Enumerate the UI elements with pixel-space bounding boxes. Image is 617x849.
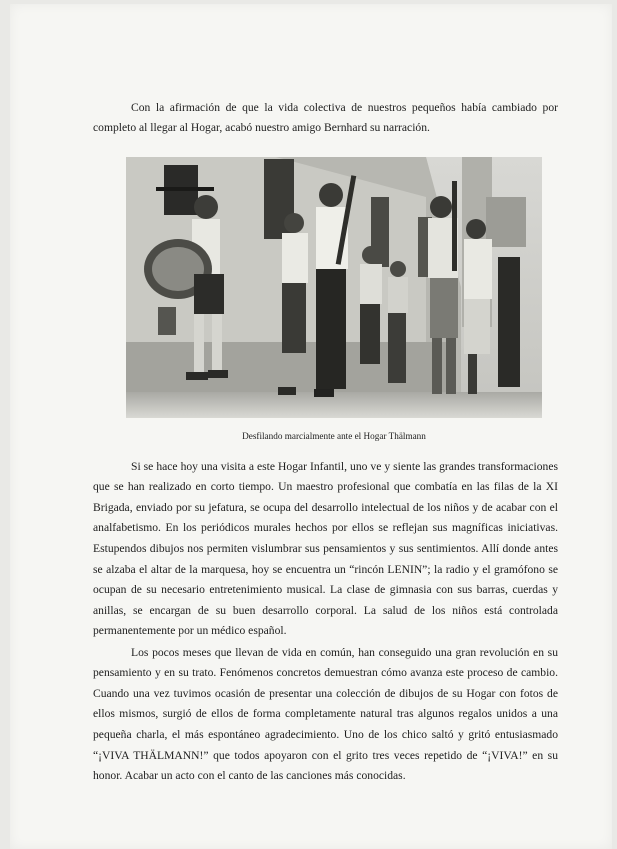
- intro-paragraph: Con la afirmación de que la vida colectiva de nuestros pequeños había cambiado por completo al llegar al Hogar, acabó nuestro amigo Bernhard su narración.: [93, 100, 558, 135]
- parade-photo: [126, 157, 542, 418]
- body-paragraph-1: Si se hace hoy una visita a este Hogar Infantil, uno ve y siente las grandes transformaciones que se han realizado en corto tiempo. Un maestro profesional que combatía en las filas de la XI Brigada, enviado por su jefatura, se ocupa del desarrollo intelectual de los niños y de acabar con el analfabetismo. En los periódicos murales hechos por ellos se reflejan sus magníficas iniciativas. Estupendos dibujos nos permiten vislumbrar sus pensamientos y sus sentimientos. Allí donde antes se alzaba el altar de la marquesa, hoy se encuentra un “rincón LENIN”; la radio y el gramófono se ocupan de su necesario entretenimiento musical. La clase de gimnasia con sus barras, cuerdas y anillas, se encargan de su buen desarrollo corporal. La salud de los niños está controlada permanentemente por un médico español.: [93, 459, 558, 638]
- document-page: [10, 4, 612, 849]
- body-paragraph-2: Los pocos meses que llevan de vida en común, han conseguido una gran revolución en su pensamiento y en su trato. Fenómenos concretos demuestran cómo avanza este proceso de cambio. Cuando una vez tuvimos ocasión de presentar una colección de dibujos de su Hogar con fotos de ellos mismos, surgió de ellos de forma completamente natural tras algunos regalos unidos a una pequeña charla, el más espontáneo agradecimiento. Uno de los chico saltó y gritó entusiasmado “¡VIVA THÄLMANN!” que todos apoyaron con el grito tres veces repetido de “¡VIVA!” en su honor. Acabar un acto con el canto de las canciones más conocidas.: [93, 645, 558, 783]
- photo-caption: Desfilando marcialmente ante el Hogar Thälmann: [242, 431, 426, 441]
